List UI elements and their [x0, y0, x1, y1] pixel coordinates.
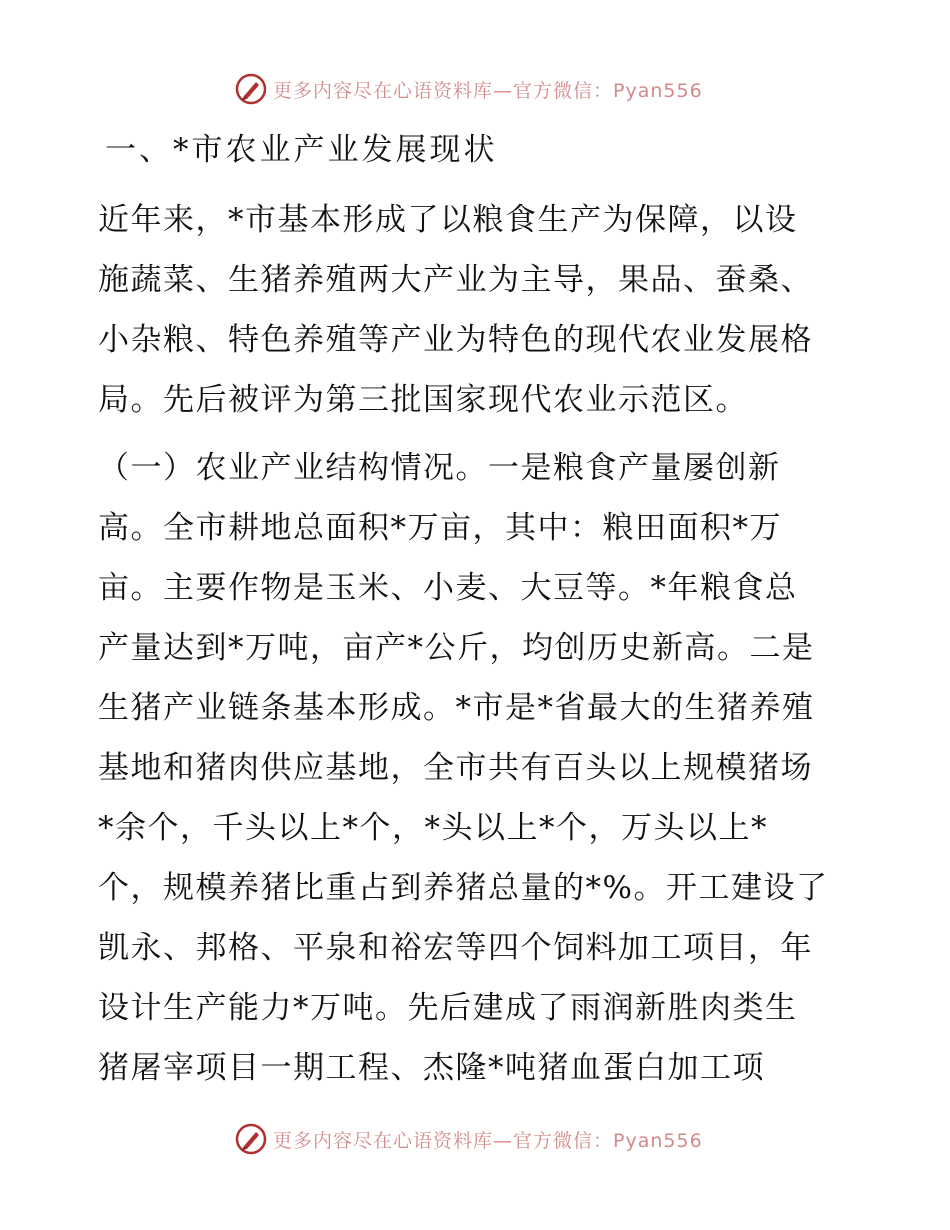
section-heading: 一、*市农业产业发展现状: [105, 132, 498, 168]
paragraph-structure: [98, 438, 858, 1098]
text-line: （一）农业产业结构情况。一是粮食产量屡创新: [98, 450, 781, 486]
text-line: 局。先后被评为第三批国家现代农业示范区。: [98, 382, 748, 418]
text-line: 猪屠宰项目一期工程、杰隆*吨猪血蛋白加工项: [98, 1050, 765, 1086]
text-line: 亩。主要作物是玉米、小麦、大豆等。*年粮食总: [98, 570, 798, 606]
watermark-header: [235, 72, 703, 106]
text-line: 生猪产业链条基本形成。*市是*省最大的生猪养殖: [98, 690, 815, 726]
text-line: 近年来，*市基本形成了以粮食生产为保障，以设: [98, 202, 798, 238]
text-line: 基地和猪肉供应基地，全市共有百头以上规模猪场: [98, 750, 813, 786]
watermark-footer: [235, 1122, 703, 1156]
text-line: 个，规模养猪比重占到养猪总量的*%。开工建设了: [98, 870, 829, 906]
pen-logo-icon: [235, 1123, 267, 1155]
paragraph-intro: [98, 190, 858, 430]
text-line: 高。全市耕地总面积*万亩，其中：粮田面积*万: [98, 510, 782, 546]
text-line: *余个，千头以上*个，*头以上*个，万头以上*: [98, 810, 768, 846]
watermark-text: 更多内容尽在心语资料库—官方微信：Pyan556: [273, 1129, 703, 1152]
pen-logo-icon: [235, 73, 267, 105]
text-line: 凯永、邦格、平泉和裕宏等四个饲料加工项目，年: [98, 930, 813, 966]
text-line: 产量达到*万吨，亩产*公斤，均创历史新高。二是: [98, 630, 815, 666]
text-line: 设计生产能力*万吨。先后建成了雨润新胜肉类生: [98, 990, 798, 1026]
text-line: 施蔬菜、生猪养殖两大产业为主导，果品、蚕桑、: [98, 262, 813, 298]
text-line: 小杂粮、特色养殖等产业为特色的现代农业发展格: [98, 322, 813, 358]
watermark-text: 更多内容尽在心语资料库—官方微信：Pyan556: [273, 79, 703, 102]
